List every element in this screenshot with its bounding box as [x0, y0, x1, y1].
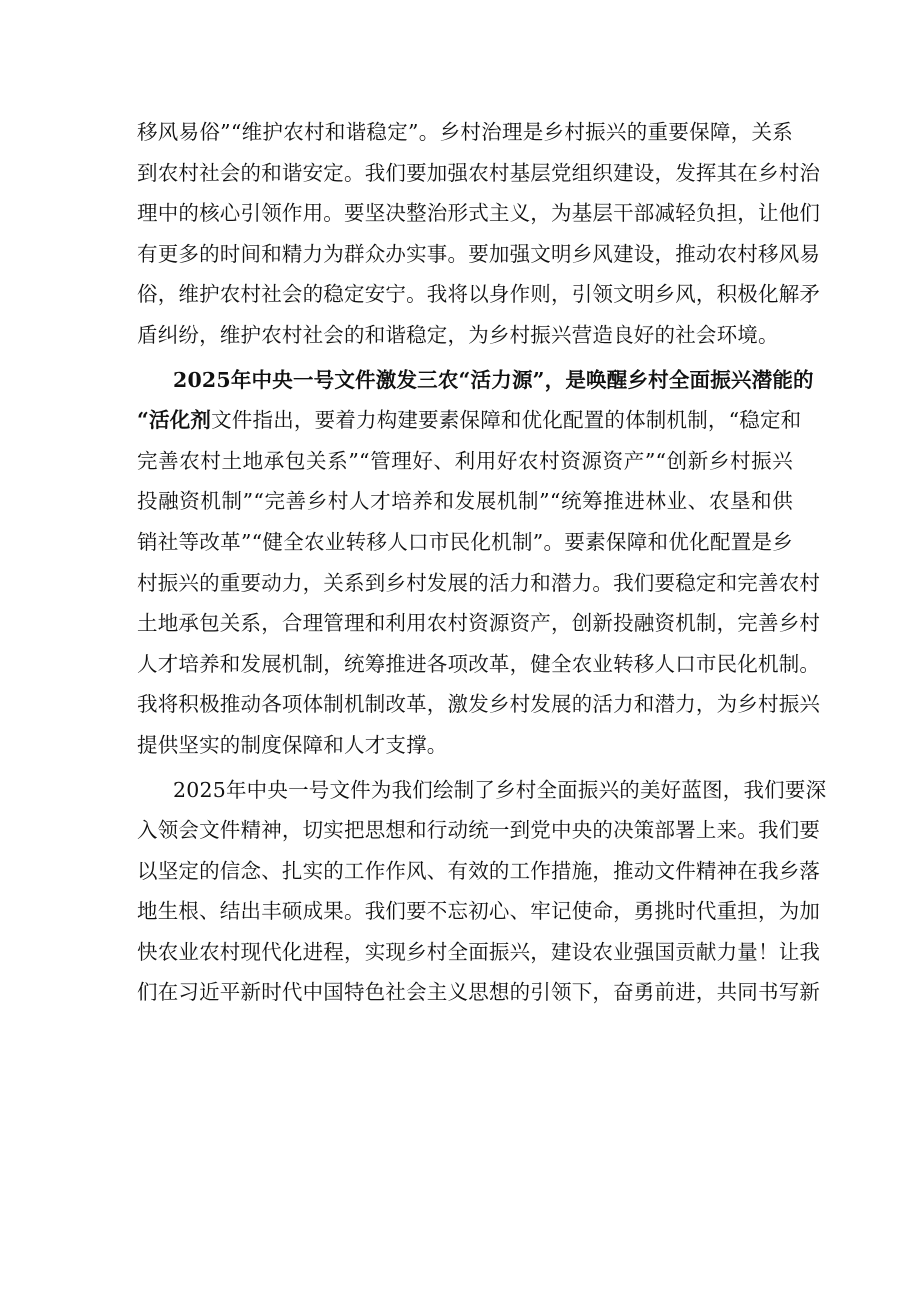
bold-phrase: “活化剂	[137, 408, 212, 433]
text-line: 以坚定的信念、扎实的工作作风、有效的工作措施，推动文件精神在我乡落	[137, 858, 821, 883]
text-line: 理中的核心引领作用。要坚决整治形式主义，为基层干部减轻负担，让他们	[137, 201, 821, 226]
text-line: 销社等改革”“健全农业转移人口市民化机制”。要素保障和优化配置是乡	[137, 529, 793, 554]
text-line: 移风易俗”“维护农村和谐稳定”。乡村治理是乡村振兴的重要保障，关系	[137, 120, 793, 144]
paragraph-factor-guarantee	[137, 360, 821, 766]
text-line	[137, 400, 802, 441]
text-line: 土地承包关系，合理管理和利用农村资源资产，创新投融资机制，完善乡村	[137, 611, 821, 636]
text-line: 有更多的时间和精力为群众办实事。要加强文明乡风建设，推动农村移风易	[137, 241, 821, 266]
text-line: 快农业农村现代化进程，实现乡村全面振兴，建设农业强国贡献力量！让我	[137, 939, 821, 964]
paragraph-rural-governance	[137, 112, 821, 356]
text-line: 投融资机制”“完善乡村人才培养和发展机制”“统筹推进林业、农垦和供	[137, 489, 793, 514]
text-line: 到农村社会的和谐安定。我们要加强农村基层党组织建设，发挥其在乡村治	[137, 160, 821, 185]
text-line: 人才培养和发展机制，统筹推进各项改革，健全农业转移人口市民化机制。	[137, 651, 821, 676]
paragraph-conclusion	[137, 770, 827, 1014]
text-line: 地生根、结出丰硕成果。我们要不忘初心、牢记使命，勇挑时代重担，为加	[137, 899, 821, 924]
text-line: 盾纠纷，维护农村社会的和谐稳定，为乡村振兴营造良好的社会环境。	[137, 322, 779, 347]
text-line: 2025年中央一号文件为我们绘制了乡村全面振兴的美好蓝图，我们要深	[173, 777, 827, 802]
paragraph-heading-line: 2025年中央一号文件激发三农“活力源”，是唤醒乡村全面振兴潜能的	[173, 367, 814, 392]
text-line: 俗，维护农村社会的稳定安宁。我将以身作则，引领文明乡风，积极化解矛	[137, 282, 821, 307]
document-page	[137, 112, 827, 1013]
text-line: 村振兴的重要动力，关系到乡村发展的活力和潜力。我们要稳定和完善农村	[137, 570, 821, 595]
text-line: 我将积极推动各项体制机制改革，激发乡村发展的活力和潜力，为乡村振兴	[137, 692, 821, 717]
text-line: 提供坚实的制度保障和人才支撑。	[137, 732, 448, 757]
text-line: 完善农村土地承包关系”“管理好、利用好农村资源资产”“创新乡村振兴	[137, 448, 793, 473]
text-line: 入领会文件精神，切实把思想和行动统一到党中央的决策部署上来。我们要	[137, 818, 821, 843]
text-span: 文件指出，要着力构建要素保障和优化配置的体制机制，“稳定和	[211, 408, 802, 433]
text-line: 们在习近平新时代中国特色社会主义思想的引领下，奋勇前进，共同书写新	[137, 980, 821, 1005]
